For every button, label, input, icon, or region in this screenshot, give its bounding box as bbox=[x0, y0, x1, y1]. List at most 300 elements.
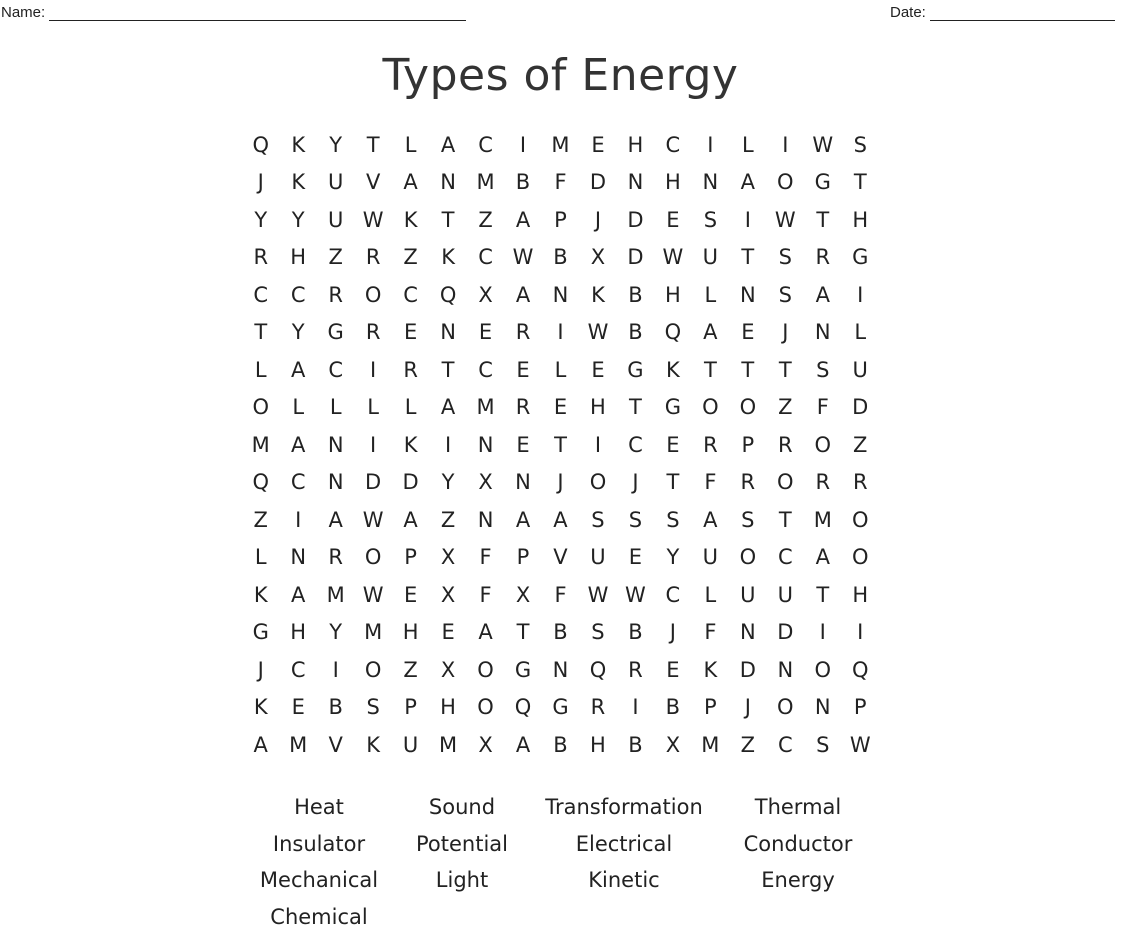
grid-letter[interactable]: F bbox=[542, 170, 579, 194]
grid-letter[interactable]: D bbox=[729, 658, 766, 682]
grid-letter[interactable]: B bbox=[317, 695, 354, 719]
grid-letter[interactable]: O bbox=[767, 470, 804, 494]
grid-letter[interactable]: C bbox=[467, 245, 504, 269]
grid-letter[interactable]: Y bbox=[279, 320, 316, 344]
grid-letter[interactable]: A bbox=[279, 583, 316, 607]
grid-letter[interactable]: I bbox=[279, 508, 316, 532]
grid-letter[interactable]: I bbox=[617, 695, 654, 719]
grid-letter[interactable]: Z bbox=[392, 245, 429, 269]
grid-letter[interactable]: J bbox=[242, 658, 279, 682]
grid-letter[interactable]: N bbox=[804, 695, 841, 719]
grid-letter[interactable]: Q bbox=[242, 133, 279, 157]
grid-letter[interactable]: P bbox=[842, 695, 879, 719]
grid-letter[interactable]: Z bbox=[429, 508, 466, 532]
grid-letter[interactable]: D bbox=[354, 470, 391, 494]
grid-letter[interactable]: X bbox=[579, 245, 616, 269]
grid-letter[interactable]: A bbox=[804, 283, 841, 307]
grid-letter[interactable]: I bbox=[729, 208, 766, 232]
grid-letter[interactable]: X bbox=[429, 545, 466, 569]
grid-letter[interactable]: H bbox=[279, 245, 316, 269]
grid-letter[interactable]: E bbox=[279, 695, 316, 719]
grid-letter[interactable]: X bbox=[429, 583, 466, 607]
grid-letter[interactable]: S bbox=[579, 508, 616, 532]
word-list-item: Thermal bbox=[722, 795, 874, 819]
grid-letter[interactable]: K bbox=[242, 583, 279, 607]
grid-letter[interactable]: O bbox=[842, 545, 879, 569]
grid-letter[interactable]: A bbox=[429, 133, 466, 157]
grid-letter[interactable]: H bbox=[279, 620, 316, 644]
grid-letter[interactable]: N bbox=[467, 508, 504, 532]
grid-letter[interactable]: C bbox=[467, 133, 504, 157]
grid-letter[interactable]: H bbox=[579, 395, 616, 419]
grid-letter[interactable]: H bbox=[392, 620, 429, 644]
grid-letter[interactable]: T bbox=[242, 320, 279, 344]
grid-letter[interactable]: M bbox=[804, 508, 841, 532]
grid-letter[interactable]: E bbox=[579, 133, 616, 157]
grid-letter[interactable]: K bbox=[429, 245, 466, 269]
grid-letter[interactable]: T bbox=[429, 208, 466, 232]
grid-letter[interactable]: G bbox=[242, 620, 279, 644]
grid-letter[interactable]: A bbox=[692, 320, 729, 344]
grid-letter[interactable]: N bbox=[429, 170, 466, 194]
grid-letter[interactable]: N bbox=[542, 283, 579, 307]
grid-letter[interactable]: H bbox=[842, 208, 879, 232]
grid-letter[interactable]: M bbox=[429, 733, 466, 757]
grid-letter[interactable]: G bbox=[617, 358, 654, 382]
grid-letter[interactable]: A bbox=[504, 208, 541, 232]
grid-letter[interactable]: E bbox=[392, 320, 429, 344]
grid-letter[interactable]: C bbox=[317, 358, 354, 382]
grid-letter[interactable]: A bbox=[429, 395, 466, 419]
word-list-item: Mechanical bbox=[240, 868, 398, 892]
grid-letter[interactable]: L bbox=[842, 320, 879, 344]
grid-letter[interactable]: G bbox=[504, 658, 541, 682]
grid-letter[interactable]: U bbox=[729, 583, 766, 607]
grid-letter[interactable]: A bbox=[242, 733, 279, 757]
grid-letter[interactable]: F bbox=[542, 583, 579, 607]
grid-letter[interactable]: S bbox=[767, 283, 804, 307]
grid-letter[interactable]: T bbox=[804, 583, 841, 607]
grid-letter[interactable]: B bbox=[542, 733, 579, 757]
grid-letter[interactable]: T bbox=[767, 358, 804, 382]
grid-letter[interactable]: S bbox=[654, 508, 691, 532]
grid-letter[interactable]: O bbox=[579, 470, 616, 494]
grid-letter[interactable]: R bbox=[354, 245, 391, 269]
grid-letter[interactable]: M bbox=[317, 583, 354, 607]
grid-letter[interactable]: W bbox=[617, 583, 654, 607]
grid-letter[interactable]: F bbox=[692, 470, 729, 494]
grid-letter[interactable]: A bbox=[692, 508, 729, 532]
grid-letter[interactable]: T bbox=[767, 508, 804, 532]
grid-letter[interactable]: A bbox=[804, 545, 841, 569]
grid-letter[interactable]: G bbox=[654, 395, 691, 419]
grid-letter[interactable]: B bbox=[542, 245, 579, 269]
grid-letter[interactable]: O bbox=[804, 433, 841, 457]
grid-letter[interactable]: R bbox=[767, 433, 804, 457]
grid-letter[interactable]: S bbox=[354, 695, 391, 719]
grid-letter[interactable]: Z bbox=[392, 658, 429, 682]
grid-letter[interactable]: P bbox=[542, 208, 579, 232]
grid-letter[interactable]: Z bbox=[317, 245, 354, 269]
grid-letter[interactable]: Z bbox=[767, 395, 804, 419]
grid-letter[interactable]: Z bbox=[729, 733, 766, 757]
grid-letter[interactable]: E bbox=[467, 320, 504, 344]
grid-letter[interactable]: K bbox=[692, 658, 729, 682]
grid-letter[interactable]: R bbox=[317, 545, 354, 569]
grid-letter[interactable]: Q bbox=[842, 658, 879, 682]
grid-letter[interactable]: F bbox=[804, 395, 841, 419]
grid-letter[interactable]: W bbox=[354, 508, 391, 532]
grid-letter[interactable]: G bbox=[804, 170, 841, 194]
grid-row bbox=[242, 464, 879, 502]
grid-letter[interactable]: O bbox=[242, 395, 279, 419]
grid-letter[interactable]: M bbox=[467, 395, 504, 419]
grid-letter[interactable]: D bbox=[617, 208, 654, 232]
grid-letter[interactable]: Y bbox=[242, 208, 279, 232]
grid-letter[interactable]: R bbox=[242, 245, 279, 269]
grid-letter[interactable]: W bbox=[354, 208, 391, 232]
grid-letter[interactable]: T bbox=[842, 170, 879, 194]
grid-letter[interactable]: C bbox=[392, 283, 429, 307]
grid-letter[interactable]: O bbox=[354, 658, 391, 682]
grid-letter[interactable]: J bbox=[542, 470, 579, 494]
grid-letter[interactable]: R bbox=[504, 320, 541, 344]
grid-letter[interactable]: W bbox=[654, 245, 691, 269]
grid-letter[interactable]: I bbox=[804, 620, 841, 644]
grid-letter[interactable]: P bbox=[504, 545, 541, 569]
grid-letter[interactable]: R bbox=[317, 283, 354, 307]
grid-letter[interactable]: Q bbox=[429, 283, 466, 307]
grid-letter[interactable]: L bbox=[242, 358, 279, 382]
grid-letter[interactable]: N bbox=[467, 433, 504, 457]
grid-letter[interactable]: Q bbox=[654, 320, 691, 344]
grid-letter[interactable]: C bbox=[279, 470, 316, 494]
grid-letter[interactable]: U bbox=[692, 545, 729, 569]
grid-letter[interactable]: U bbox=[842, 358, 879, 382]
grid-letter[interactable]: G bbox=[542, 695, 579, 719]
grid-letter[interactable]: A bbox=[279, 433, 316, 457]
date-blank-line[interactable] bbox=[930, 6, 1115, 21]
grid-letter[interactable]: X bbox=[467, 470, 504, 494]
grid-letter[interactable]: X bbox=[504, 583, 541, 607]
grid-letter[interactable]: X bbox=[429, 658, 466, 682]
grid-letter[interactable]: C bbox=[279, 283, 316, 307]
grid-letter[interactable]: I bbox=[317, 658, 354, 682]
grid-letter[interactable]: I bbox=[504, 133, 541, 157]
grid-letter[interactable]: L bbox=[729, 133, 766, 157]
grid-letter[interactable]: W bbox=[804, 133, 841, 157]
grid-letter[interactable]: C bbox=[279, 658, 316, 682]
grid-letter[interactable]: Q bbox=[579, 658, 616, 682]
grid-letter[interactable]: O bbox=[354, 283, 391, 307]
grid-letter[interactable]: V bbox=[354, 170, 391, 194]
grid-letter[interactable]: E bbox=[617, 545, 654, 569]
grid-letter[interactable]: Y bbox=[279, 208, 316, 232]
grid-letter[interactable]: B bbox=[617, 320, 654, 344]
grid-letter[interactable]: T bbox=[692, 358, 729, 382]
grid-letter[interactable]: U bbox=[317, 208, 354, 232]
grid-letter[interactable]: F bbox=[692, 620, 729, 644]
grid-letter[interactable]: T bbox=[654, 470, 691, 494]
grid-letter[interactable]: W bbox=[504, 245, 541, 269]
grid-letter[interactable]: O bbox=[729, 545, 766, 569]
grid-letter[interactable]: N bbox=[767, 658, 804, 682]
grid-letter[interactable]: H bbox=[654, 170, 691, 194]
grid-letter[interactable]: W bbox=[842, 733, 879, 757]
grid-letter[interactable]: A bbox=[729, 170, 766, 194]
grid-letter[interactable]: C bbox=[617, 433, 654, 457]
grid-letter[interactable]: X bbox=[467, 283, 504, 307]
grid-letter[interactable]: O bbox=[467, 658, 504, 682]
grid-letter[interactable]: N bbox=[504, 470, 541, 494]
grid-letter[interactable]: N bbox=[692, 170, 729, 194]
grid-letter[interactable]: C bbox=[654, 583, 691, 607]
grid-letter[interactable]: M bbox=[467, 170, 504, 194]
grid-letter[interactable]: J bbox=[242, 170, 279, 194]
grid-letter[interactable]: S bbox=[579, 620, 616, 644]
grid-letter[interactable]: W bbox=[579, 583, 616, 607]
grid-letter[interactable]: I bbox=[542, 320, 579, 344]
grid-letter[interactable]: S bbox=[767, 245, 804, 269]
word-list-item: Kinetic bbox=[526, 868, 722, 892]
grid-letter[interactable]: K bbox=[579, 283, 616, 307]
grid-letter[interactable]: R bbox=[842, 470, 879, 494]
grid-letter[interactable]: L bbox=[692, 583, 729, 607]
grid-letter[interactable]: M bbox=[354, 620, 391, 644]
grid-letter[interactable]: X bbox=[467, 733, 504, 757]
grid-letter[interactable]: N bbox=[279, 545, 316, 569]
grid-letter[interactable]: R bbox=[392, 358, 429, 382]
grid-letter[interactable]: K bbox=[242, 695, 279, 719]
grid-letter[interactable]: C bbox=[654, 133, 691, 157]
grid-letter[interactable]: S bbox=[804, 733, 841, 757]
grid-letter[interactable]: B bbox=[504, 170, 541, 194]
grid-letter[interactable]: T bbox=[804, 208, 841, 232]
grid-letter[interactable]: A bbox=[542, 508, 579, 532]
grid-letter[interactable]: U bbox=[767, 583, 804, 607]
grid-letter[interactable]: O bbox=[804, 658, 841, 682]
grid-letter[interactable]: N bbox=[429, 320, 466, 344]
grid-letter[interactable]: S bbox=[692, 208, 729, 232]
grid-letter[interactable]: A bbox=[504, 733, 541, 757]
grid-letter[interactable]: Y bbox=[317, 133, 354, 157]
grid-letter[interactable]: H bbox=[429, 695, 466, 719]
grid-letter[interactable]: E bbox=[654, 208, 691, 232]
grid-letter[interactable]: E bbox=[729, 320, 766, 344]
grid-letter[interactable]: L bbox=[392, 395, 429, 419]
grid-letter[interactable]: E bbox=[579, 358, 616, 382]
grid-row bbox=[242, 614, 879, 652]
grid-letter[interactable]: N bbox=[729, 283, 766, 307]
date-field bbox=[890, 4, 1115, 21]
grid-letter[interactable]: R bbox=[804, 245, 841, 269]
grid-letter[interactable]: T bbox=[429, 358, 466, 382]
grid-letter[interactable]: O bbox=[354, 545, 391, 569]
grid-letter[interactable]: Y bbox=[429, 470, 466, 494]
grid-letter[interactable]: O bbox=[767, 170, 804, 194]
date-label: Date: bbox=[890, 4, 926, 21]
grid-letter[interactable]: O bbox=[767, 695, 804, 719]
grid-letter[interactable]: R bbox=[354, 320, 391, 344]
grid-letter[interactable]: L bbox=[242, 545, 279, 569]
grid-letter[interactable]: E bbox=[392, 583, 429, 607]
grid-letter[interactable]: O bbox=[467, 695, 504, 719]
grid-letter[interactable]: E bbox=[654, 433, 691, 457]
grid-letter[interactable]: P bbox=[729, 433, 766, 457]
grid-letter[interactable]: H bbox=[579, 733, 616, 757]
grid-letter[interactable]: M bbox=[279, 733, 316, 757]
grid-letter[interactable]: X bbox=[654, 733, 691, 757]
grid-letter[interactable]: U bbox=[579, 545, 616, 569]
grid-letter[interactable]: B bbox=[617, 620, 654, 644]
grid-letter[interactable]: A bbox=[392, 508, 429, 532]
grid-letter[interactable]: E bbox=[504, 358, 541, 382]
grid-letter[interactable]: A bbox=[279, 358, 316, 382]
grid-letter[interactable]: C bbox=[242, 283, 279, 307]
grid-letter[interactable]: W bbox=[354, 583, 391, 607]
grid-letter[interactable]: L bbox=[692, 283, 729, 307]
grid-letter[interactable]: R bbox=[579, 695, 616, 719]
grid-letter[interactable]: L bbox=[354, 395, 391, 419]
grid-letter[interactable]: B bbox=[617, 733, 654, 757]
grid-letter[interactable]: D bbox=[579, 170, 616, 194]
grid-letter[interactable]: N bbox=[317, 433, 354, 457]
grid-letter[interactable]: B bbox=[542, 620, 579, 644]
grid-letter[interactable]: A bbox=[392, 170, 429, 194]
grid-letter[interactable]: N bbox=[317, 470, 354, 494]
grid-letter[interactable]: T bbox=[354, 133, 391, 157]
grid-letter[interactable]: A bbox=[317, 508, 354, 532]
grid-letter[interactable]: R bbox=[804, 470, 841, 494]
grid-letter[interactable]: J bbox=[729, 695, 766, 719]
grid-letter[interactable]: I bbox=[579, 433, 616, 457]
grid-letter[interactable]: Z bbox=[842, 433, 879, 457]
name-label: Name: bbox=[1, 4, 45, 21]
grid-letter[interactable]: K bbox=[654, 358, 691, 382]
grid-letter[interactable]: B bbox=[654, 695, 691, 719]
grid-letter[interactable]: L bbox=[542, 358, 579, 382]
grid-letter[interactable]: K bbox=[392, 208, 429, 232]
grid-letter[interactable]: S bbox=[617, 508, 654, 532]
grid-letter[interactable]: R bbox=[729, 470, 766, 494]
grid-letter[interactable]: J bbox=[767, 320, 804, 344]
grid-letter[interactable]: S bbox=[804, 358, 841, 382]
grid-letter[interactable]: Y bbox=[317, 620, 354, 644]
grid-letter[interactable]: R bbox=[617, 658, 654, 682]
grid-letter[interactable]: T bbox=[617, 395, 654, 419]
grid-letter[interactable]: T bbox=[542, 433, 579, 457]
grid-letter[interactable]: I bbox=[429, 433, 466, 457]
grid-letter[interactable]: U bbox=[317, 170, 354, 194]
grid-letter[interactable]: N bbox=[729, 620, 766, 644]
grid-letter[interactable]: A bbox=[504, 508, 541, 532]
grid-letter[interactable]: K bbox=[279, 170, 316, 194]
grid-letter[interactable]: A bbox=[504, 283, 541, 307]
grid-letter[interactable]: T bbox=[504, 620, 541, 644]
grid-letter[interactable]: I bbox=[354, 358, 391, 382]
grid-letter[interactable]: D bbox=[617, 245, 654, 269]
name-blank-line[interactable] bbox=[49, 6, 466, 21]
grid-letter[interactable]: O bbox=[842, 508, 879, 532]
grid-letter[interactable]: T bbox=[729, 358, 766, 382]
grid-letter[interactable]: W bbox=[579, 320, 616, 344]
grid-letter[interactable]: M bbox=[692, 733, 729, 757]
grid-letter[interactable]: Q bbox=[242, 470, 279, 494]
grid-letter[interactable]: P bbox=[392, 695, 429, 719]
grid-letter[interactable]: I bbox=[842, 283, 879, 307]
grid-letter[interactable]: I bbox=[354, 433, 391, 457]
grid-letter[interactable]: D bbox=[392, 470, 429, 494]
grid-letter[interactable]: S bbox=[842, 133, 879, 157]
grid-letter[interactable]: L bbox=[392, 133, 429, 157]
grid-letter[interactable]: N bbox=[804, 320, 841, 344]
grid-letter[interactable]: C bbox=[767, 733, 804, 757]
grid-letter[interactable]: U bbox=[392, 733, 429, 757]
grid-letter[interactable]: N bbox=[617, 170, 654, 194]
grid-letter[interactable]: Z bbox=[467, 208, 504, 232]
grid-letter[interactable]: K bbox=[354, 733, 391, 757]
grid-letter[interactable]: A bbox=[467, 620, 504, 644]
grid-letter[interactable]: N bbox=[542, 658, 579, 682]
grid-letter[interactable]: W bbox=[767, 208, 804, 232]
grid-letter[interactable]: H bbox=[617, 133, 654, 157]
grid-letter[interactable]: E bbox=[654, 658, 691, 682]
grid-letter[interactable]: D bbox=[767, 620, 804, 644]
grid-letter[interactable]: J bbox=[654, 620, 691, 644]
grid-letter[interactable]: F bbox=[467, 583, 504, 607]
grid-letter[interactable]: P bbox=[692, 695, 729, 719]
grid-letter[interactable]: C bbox=[767, 545, 804, 569]
grid-letter[interactable]: S bbox=[729, 508, 766, 532]
grid-letter[interactable]: O bbox=[692, 395, 729, 419]
grid-letter[interactable]: Z bbox=[242, 508, 279, 532]
grid-letter[interactable]: U bbox=[692, 245, 729, 269]
grid-letter[interactable]: B bbox=[617, 283, 654, 307]
grid-letter[interactable]: V bbox=[542, 545, 579, 569]
grid-letter[interactable]: Q bbox=[504, 695, 541, 719]
grid-letter[interactable]: J bbox=[617, 470, 654, 494]
grid-letter[interactable]: I bbox=[767, 133, 804, 157]
grid-letter[interactable]: J bbox=[579, 208, 616, 232]
grid-letter[interactable]: H bbox=[842, 583, 879, 607]
grid-letter[interactable]: G bbox=[317, 320, 354, 344]
grid-letter[interactable]: K bbox=[279, 133, 316, 157]
grid-letter[interactable]: H bbox=[654, 283, 691, 307]
grid-letter[interactable]: K bbox=[392, 433, 429, 457]
grid-letter[interactable]: Y bbox=[654, 545, 691, 569]
grid-letter[interactable]: L bbox=[317, 395, 354, 419]
grid-letter[interactable]: G bbox=[842, 245, 879, 269]
grid-row bbox=[242, 389, 879, 427]
grid-letter[interactable]: R bbox=[692, 433, 729, 457]
grid-letter[interactable]: D bbox=[842, 395, 879, 419]
grid-letter[interactable]: R bbox=[504, 395, 541, 419]
grid-letter[interactable]: L bbox=[279, 395, 316, 419]
grid-letter[interactable]: E bbox=[542, 395, 579, 419]
grid-letter[interactable]: E bbox=[504, 433, 541, 457]
grid-letter[interactable]: F bbox=[467, 545, 504, 569]
grid-letter[interactable]: O bbox=[729, 395, 766, 419]
grid-letter[interactable]: V bbox=[317, 733, 354, 757]
grid-letter[interactable]: M bbox=[542, 133, 579, 157]
grid-letter[interactable]: M bbox=[242, 433, 279, 457]
grid-letter[interactable]: C bbox=[467, 358, 504, 382]
grid-letter[interactable]: T bbox=[729, 245, 766, 269]
grid-letter[interactable]: E bbox=[429, 620, 466, 644]
grid-letter[interactable]: P bbox=[392, 545, 429, 569]
grid-letter[interactable]: I bbox=[692, 133, 729, 157]
grid-letter[interactable]: I bbox=[842, 620, 879, 644]
